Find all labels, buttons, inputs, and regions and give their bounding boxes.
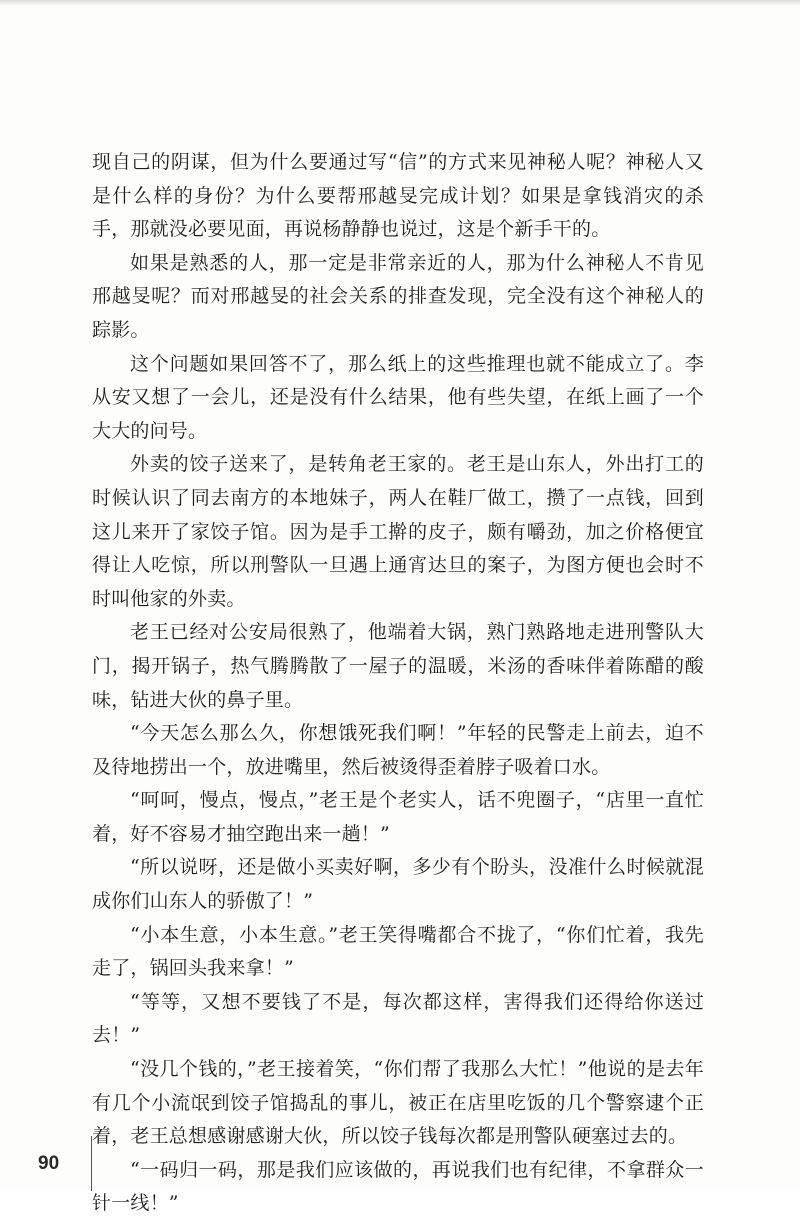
paragraph-3: 这个问题如果回答不了，那么纸上的这些推理也就不能成立了。李从安又想了一会儿，还是没有什么结果，他有些失望，在纸上画了一个大大的问号。	[92, 352, 704, 442]
paragraph-6: “今天怎么那么久，你想饿死我们啊！”年轻的民警走上前去，迫不及待地捞出一个，放进嘴里，然后被烫得歪着脖子吸着口水。	[92, 722, 704, 778]
paragraph-12: “一码归一码，那是我们应该做的，再说我们也有纪律，不拿群众一针一线！”	[92, 1158, 704, 1215]
paragraph-4: 外卖的饺子送来了，是转角老王家的。老王是山东人，外出打工的时候认识了同去南方的本地妹子，两人在鞋厂做工，攒了一点钱，回到这儿来开了家饺子馆。因为是手工擀的皮子，颇有嚼劲，加之价格便宜得让人吃惊，所以刑警队一旦遇上通宵达旦的案子，为图方便也会时不时叫他家的外卖。	[92, 453, 704, 610]
paragraph-2: 如果是熟悉的人，那一定是非常亲近的人，那为什么神秘人不肯见邢越旻呢？而对邢越旻的社会关系的排查发现，完全没有这个神秘人的踪影。	[92, 251, 704, 341]
page-number: 90	[38, 1153, 60, 1174]
paragraph-11: “没几个钱的，”老王接着笑，“你们帮了我那么大忙！”他说的是去年有几个小流氓到饺子馆捣乱的事儿，被正在店里吃饭的几个警察逮个正着，老王总想感谢感谢大伙，所以饺子钱每次都是刑警队硬塞过去的。	[92, 1058, 704, 1148]
paragraph-10: “等等，又想不要钱了不是，每次都这样，害得我们还得给你送过去！”	[92, 990, 704, 1047]
paragraph-1: 现自己的阴谋，但为什么要通过写“信”的方式来见神秘人呢？神秘人又是什么样的身份？为什么要帮邢越旻完成计划？如果是拿钱消灾的杀手，那就没必要见面，再说杨静静也说过，这是个新手干的。	[92, 151, 704, 241]
paragraph-5: 老王已经对公安局很熟了，他端着大锅，熟门熟路地走进刑警队大门，揭开锅子，热气腾腾散了一屋子的温暖，米汤的香味伴着陈醋的酸味，钻进大伙的鼻子里。	[92, 621, 704, 711]
paragraph-9: “小本生意，小本生意。”老王笑得嘴都合不拢了，“你们忙着，我先走了，锅回头我来拿！”	[92, 923, 704, 980]
page-number-divider	[91, 1136, 92, 1191]
page-top-edge	[0, 0, 800, 6]
paragraph-8: “所以说呀，还是做小买卖好啊，多少有个盼头，没准什么时候就混成你们山东人的骄傲了！”	[92, 856, 704, 913]
paragraph-7: “呵呵，慢点，慢点，”老王是个老实人，话不兜圈子，“店里一直忙着，好不容易才抽空跑出来一趟！”	[92, 789, 704, 845]
body-text	[92, 146, 704, 1221]
